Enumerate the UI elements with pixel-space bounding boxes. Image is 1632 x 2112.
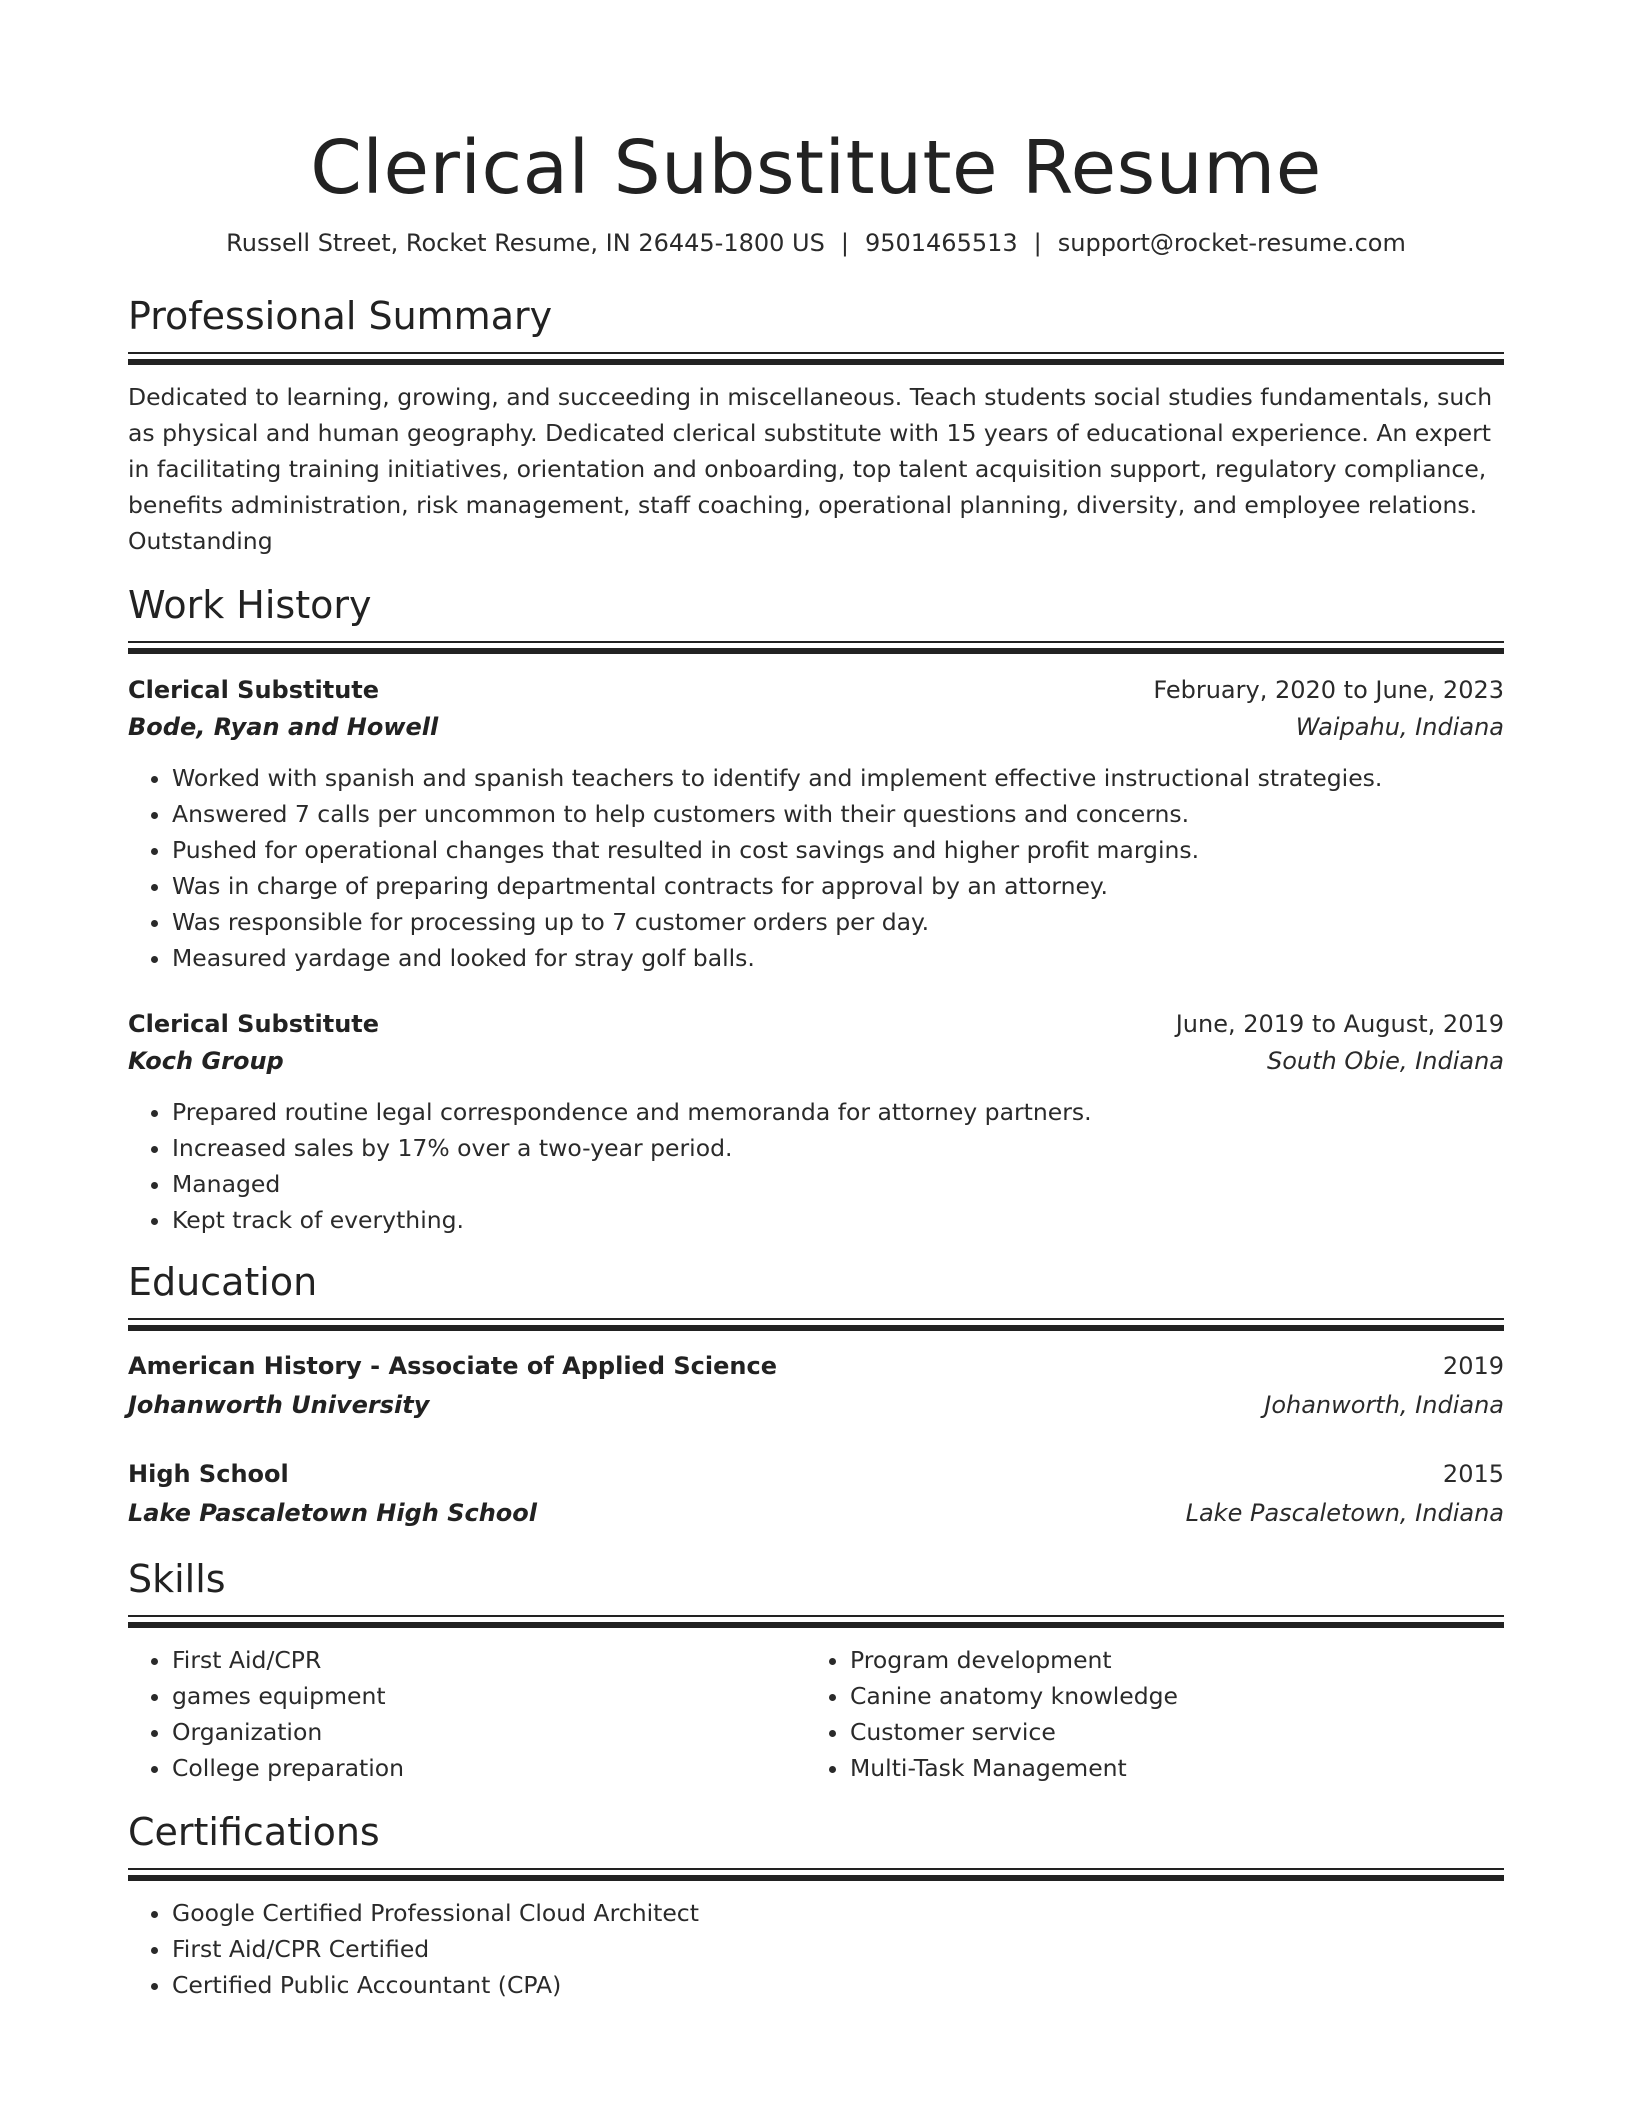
job-title: Clerical Substitute xyxy=(128,676,380,704)
list-item: • Managed xyxy=(172,1166,1504,1202)
list-item: • Multi-Task Management xyxy=(850,1750,1484,1786)
skills-column-right xyxy=(806,1642,1484,1786)
skills-list xyxy=(806,1642,1484,1786)
job-title: Clerical Substitute xyxy=(128,1010,380,1038)
education-school-row xyxy=(128,1493,1504,1533)
education-degree-row xyxy=(128,1455,1504,1493)
job-company: Bode, Ryan and Howell xyxy=(128,713,439,741)
job-bullets xyxy=(128,760,1504,976)
section-divider xyxy=(128,1868,1504,1881)
education-year: 2015 xyxy=(1442,1460,1504,1488)
job-bullets xyxy=(128,1094,1504,1238)
list-item: • Certified Public Accountant (CPA) xyxy=(172,1967,1504,2003)
section-heading-education: Education xyxy=(128,1260,318,1304)
job-entry xyxy=(128,1006,1504,1238)
list-item: • First Aid/CPR Certified xyxy=(172,1931,1504,1967)
skills-column-left xyxy=(128,1642,806,1786)
section-heading-summary: Professional Summary xyxy=(128,294,553,338)
job-company: Koch Group xyxy=(128,1047,284,1075)
section-heading-certifications: Certifications xyxy=(128,1810,380,1854)
list-item: • Pushed for operational changes that resulted in cost savings and higher profit margins. xyxy=(172,832,1504,868)
education-school: Lake Pascaletown High School xyxy=(128,1499,537,1527)
list-item: • Kept track of everything. xyxy=(172,1202,1504,1238)
skills-grid xyxy=(128,1642,1504,1786)
job-location: South Obie, Indiana xyxy=(1266,1047,1504,1075)
page-title: Clerical Substitute Resume xyxy=(310,125,1322,211)
contact-email: support@rocket-resume.com xyxy=(1057,229,1406,257)
list-item: • Google Certified Professional Cloud Architect xyxy=(172,1895,1504,1931)
education-entry xyxy=(128,1347,1504,1425)
list-item: • Customer service xyxy=(850,1714,1484,1750)
skills-section xyxy=(128,1555,1504,1786)
work-history-section xyxy=(128,581,1504,1238)
job-location: Waipahu, Indiana xyxy=(1295,713,1504,741)
summary-text: Dedicated to learning, growing, and succeeding in miscellaneous. Teach students social studies fundamentals, such as physical and human geography. Dedicated clerical substitute with 15 years of educational experience. An expert in facilitating training initiatives, orientation and onboarding, top talent acquisition support, regulatory compliance, benefits administration, risk management, staff coaching, operational planning, diversity, and employee relations. Outstanding xyxy=(128,383,1493,555)
list-item: • games equipment xyxy=(172,1678,806,1714)
education-degree: High School xyxy=(128,1460,289,1488)
education-school-row xyxy=(128,1385,1504,1425)
list-item: • Organization xyxy=(172,1714,806,1750)
list-item: • Worked with spanish and spanish teachers to identify and implement effective instructional strategies. xyxy=(172,760,1504,796)
job-company-row xyxy=(128,1042,1504,1080)
education-section xyxy=(128,1258,1504,1533)
list-item: • First Aid/CPR xyxy=(172,1642,806,1678)
job-entry xyxy=(128,672,1504,976)
section-heading-skills: Skills xyxy=(128,1557,226,1601)
section-divider xyxy=(128,352,1504,365)
contact-separator: | xyxy=(840,229,849,257)
contact-address: Russell Street, Rocket Resume, IN 26445-1800 US xyxy=(226,229,825,257)
education-degree-row xyxy=(128,1347,1504,1385)
list-item: • College preparation xyxy=(172,1750,806,1786)
contact-separator: | xyxy=(1033,229,1042,257)
education-degree: American History - Associate of Applied Science xyxy=(128,1352,777,1380)
list-item: • Increased sales by 17% over a two-year period. xyxy=(172,1130,1504,1166)
education-year: 2019 xyxy=(1442,1352,1504,1380)
job-dates: June, 2019 to August, 2019 xyxy=(1175,1010,1504,1038)
education-school: Johanworth University xyxy=(128,1391,430,1419)
list-item: • Program development xyxy=(850,1642,1484,1678)
list-item: • Answered 7 calls per uncommon to help customers with their questions and concerns. xyxy=(172,796,1504,832)
job-title-row xyxy=(128,1006,1504,1042)
certifications-section xyxy=(128,1808,1504,2003)
education-entry xyxy=(128,1455,1504,1533)
education-location: Lake Pascaletown, Indiana xyxy=(1185,1499,1504,1527)
skills-list xyxy=(128,1642,806,1786)
job-title-row xyxy=(128,672,1504,708)
section-heading-work: Work History xyxy=(128,583,372,627)
resume-page xyxy=(128,0,1504,2003)
contact-phone: 9501465513 xyxy=(864,229,1018,257)
section-divider xyxy=(128,1615,1504,1628)
section-divider xyxy=(128,1318,1504,1331)
section-divider xyxy=(128,641,1504,654)
education-location: Johanworth, Indiana xyxy=(1264,1391,1504,1419)
list-item: • Was responsible for processing up to 7 customer orders per day. xyxy=(172,904,1504,940)
list-item: • Prepared routine legal correspondence and memoranda for attorney partners. xyxy=(172,1094,1504,1130)
summary-section xyxy=(128,292,1504,559)
contact-line xyxy=(128,226,1504,260)
list-item: • Measured yardage and looked for stray golf balls. xyxy=(172,940,1504,976)
job-company-row xyxy=(128,708,1504,746)
list-item: • Canine anatomy knowledge xyxy=(850,1678,1484,1714)
job-dates: February, 2020 to June, 2023 xyxy=(1153,676,1504,704)
list-item: • Was in charge of preparing departmental contracts for approval by an attorney. xyxy=(172,868,1504,904)
certifications-list xyxy=(128,1895,1504,2003)
